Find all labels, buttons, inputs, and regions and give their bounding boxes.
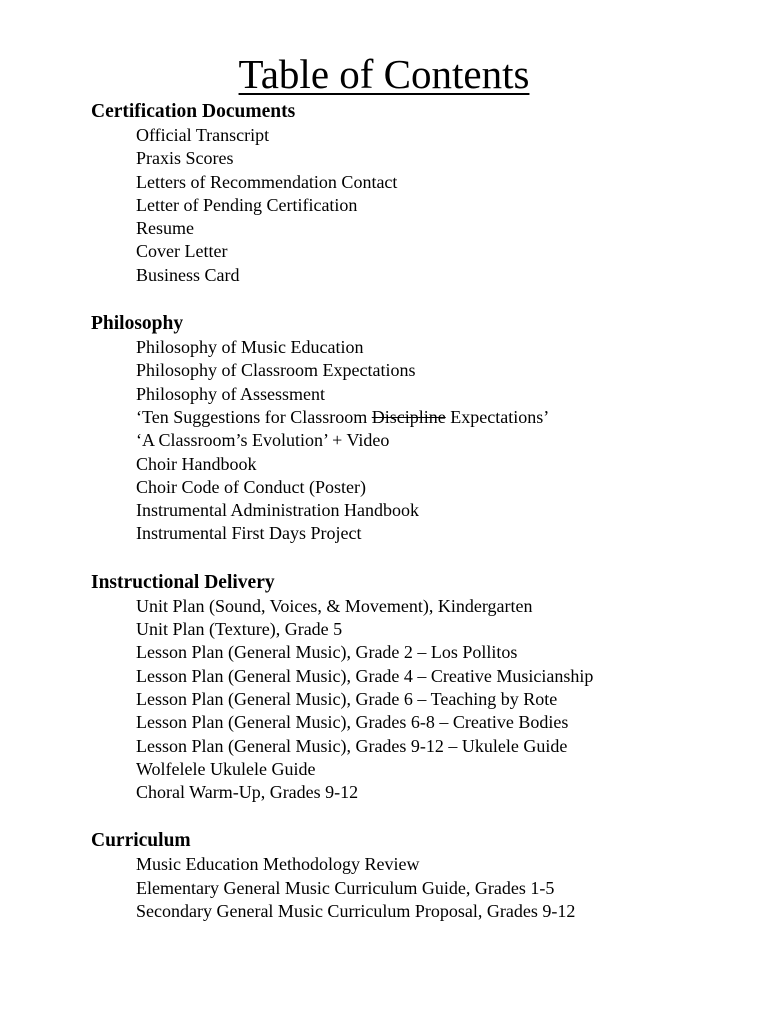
toc-entry: Lesson Plan (General Music), Grades 6-8 – Creative Bodies [136, 712, 569, 733]
entry-list [91, 124, 751, 287]
toc-entry: Unit Plan (Sound, Voices, & Movement), Kindergarten [136, 595, 533, 616]
toc-entry: Official Transcript [136, 125, 270, 145]
toc-entry: Lesson Plan (General Music), Grades 9-12 – Ukulele Guide [136, 735, 568, 756]
section-heading: Curriculum [91, 830, 191, 852]
section-heading: Philosophy [91, 313, 184, 335]
toc-entry: Letters of Recommendation Contact [136, 171, 398, 192]
toc-entry: Unit Plan (Texture), Grade 5 [136, 619, 343, 640]
toc-entry: ‘A Classroom’s Evolution’ + Video [136, 430, 390, 451]
toc-entry: Philosophy of Music Education [136, 337, 364, 358]
entry-text-end: Expectations’ [450, 406, 550, 427]
toc-entry: Secondary General Music Curriculum Proposal, Grades 9-12 [136, 901, 576, 922]
toc-entry: Choir Handbook [136, 453, 257, 474]
toc-entry: Lesson Plan (General Music), Grade 2 – Los Pollitos [136, 642, 518, 663]
toc-entry: Choir Code of Conduct (Poster) [136, 476, 366, 497]
entry-list [91, 336, 751, 546]
section-instructional-delivery [91, 570, 751, 805]
toc-entry: Choral Warm-Up, Grades 9-12 [136, 782, 359, 803]
section-philosophy [91, 311, 751, 546]
page-title-text: Table of Contents [238, 51, 530, 97]
toc-entry: Instrumental First Days Project [136, 523, 362, 544]
toc-entry: Music Education Methodology Review [136, 854, 420, 875]
toc-entry: Philosophy of Classroom Expectations [136, 360, 416, 381]
page-title [0, 48, 768, 100]
toc-entry: Philosophy of Assessment [136, 383, 326, 404]
toc-entry: Resume [136, 218, 194, 239]
entry-text-start: ‘Ten Suggestions for Classroom [136, 406, 368, 427]
toc-entry-ten-suggestions [91, 406, 751, 429]
toc-entry: Praxis Scores [136, 148, 234, 169]
section-heading: Instructional Delivery [91, 571, 275, 593]
section-curriculum [91, 828, 751, 923]
toc-entry: Cover Letter [136, 241, 228, 262]
struck-word: Discipline [371, 406, 446, 427]
toc-entry: Letter of Pending Certification [136, 194, 358, 215]
entry-list [91, 595, 751, 805]
toc-entry: Wolfelele Ukulele Guide [136, 758, 316, 779]
toc-entry: Lesson Plan (General Music), Grade 4 – Creative Musicianship [136, 665, 594, 686]
section-certification-documents [91, 99, 751, 287]
entry-list [91, 853, 751, 923]
toc-entry: Elementary General Music Curriculum Guide, Grades 1-5 [136, 877, 555, 898]
toc-entry: Instrumental Administration Handbook [136, 500, 419, 521]
section-heading: Certification Documents [91, 101, 296, 122]
toc-entry: Lesson Plan (General Music), Grade 6 – Teaching by Rote [136, 688, 558, 709]
table-of-contents [91, 99, 751, 947]
toc-entry: Business Card [136, 264, 240, 285]
